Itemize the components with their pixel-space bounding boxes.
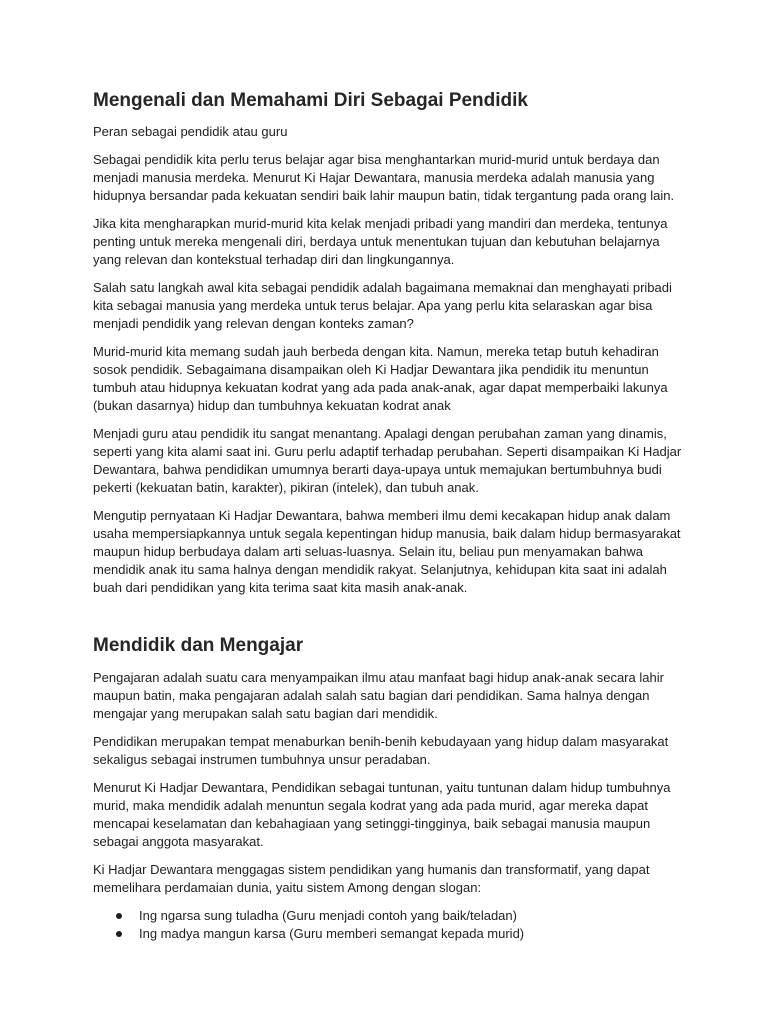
list-item-text: Ing ngarsa sung tuladha (Guru menjadi contoh yang baik/teladan) — [139, 908, 517, 923]
bullet-icon — [116, 931, 122, 937]
list-item-text: Ing madya mangun karsa (Guru memberi semangat kepada murid) — [139, 926, 525, 941]
paragraph: Ki Hadjar Dewantara menggagas sistem pendidikan yang humanis dan transformatif, yang dapat memelihara perdamaian dunia, yaitu sistem Among dengan slogan: — [93, 862, 650, 895]
paragraph: Jika kita mengharapkan murid-murid kita kelak menjadi pribadi yang mandiri dan merdeka, tentunya penting untuk mereka mengenali diri, berdaya untuk menentukan tujuan dan kebutuhan belajarnya yang relevan dan kontekstual terhadap diri dan lingkungannya. — [93, 216, 668, 267]
document-page — [93, 88, 683, 943]
paragraph: Salah satu langkah awal kita sebagai pendidik adalah bagaimana memaknai dan menghayati pribadi kita sebagai manusia yang merdeka untuk terus belajar. Apa yang perlu kita selaraskan agar bisa menjadi pendidik yang relevan dengan konteks zaman? — [93, 280, 672, 331]
paragraph: Murid-murid kita memang sudah jauh berbeda dengan kita. Namun, mereka tetap butuh kehadiran sosok pendidik. Sebagaimana disampaikan oleh Ki Hadjar Dewantara jika pendidik itu menuntun tumbuh atau hidupnya kekuatan kodrat yang ada pada anak-anak, agar dapat memperbaiki lakunya (bukan dasarnya) hidup dan tumbuhnya kekuatan kodrat anak — [93, 344, 668, 413]
paragraph: Menjadi guru atau pendidik itu sangat menantang. Apalagi dengan perubahan zaman yang dinamis, seperti yang kita alami saat ini. Guru perlu adaptif terhadap perubahan. Seperti disampaikan Ki Hadjar Dewantara, bahwa pendidikan umumnya berarti daya-upaya untuk memajukan bertumbuhnya budi pekerti (kekuatan batin, karakter), pikiran (intelek), dan tubuh anak. — [93, 426, 682, 495]
bullet-list — [93, 907, 683, 943]
list-item — [93, 925, 683, 943]
section-subtitle: Peran sebagai pendidik atau guru — [93, 124, 288, 139]
paragraph: Pengajaran adalah suatu cara menyampaikan ilmu atau manfaat bagi hidup anak-anak secara lahir maupun batin, maka pengajaran adalah salah satu bagian dari pendidikan. Sama halnya dengan mengajar yang merupakan salah satu bagian dari mendidik. — [93, 670, 664, 721]
section-title: Mendidik dan Mengajar — [93, 635, 304, 656]
section-title: Mengenali dan Memahami Diri Sebagai Pendidik — [93, 90, 528, 111]
bullet-icon — [116, 913, 122, 919]
paragraph: Pendidikan merupakan tempat menaburkan benih-benih kebudayaan yang hidup dalam masyarakat sekaligus sebagai instrumen tumbuhnya unsur peradaban. — [93, 734, 669, 767]
paragraph: Sebagai pendidik kita perlu terus belajar agar bisa menghantarkan murid-murid untuk berdaya dan menjadi manusia merdeka. Menurut Ki Hajar Dewantara, manusia merdeka adalah manusia yang hidupnya bersandar pada kekuatan sendiri baik lahir maupun batin, tidak tergantung pada orang lain. — [93, 152, 675, 203]
paragraph: Mengutip pernyataan Ki Hadjar Dewantara, bahwa memberi ilmu demi kecakapan hidup anak dalam usaha mempersiapkannya untuk segala kepentingan hidup manusia, baik dalam hidup bermasyarakat maupun hidup berbudaya dalam arti seluas-luasnya. Selain itu, beliau pun menyamakan bahwa mendidik anak itu sama halnya dengan mendidik rakyat. Selanjutnya, kehidupan kita saat ini adalah buah dari pendidikan yang kita terima saat kita masih anak-anak. — [93, 508, 681, 595]
list-item — [93, 907, 683, 925]
paragraph: Menurut Ki Hadjar Dewantara, Pendidikan sebagai tuntunan, yaitu tuntunan dalam hidup tumbuhnya murid, maka mendidik adalah menuntun segala kodrat yang ada pada murid, agar mereka dapat mencapai keselamatan dan kebahagiaan yang setinggi-tingginya, baik sebagai manusia maupun sebagai anggota masyarakat. — [93, 780, 671, 849]
